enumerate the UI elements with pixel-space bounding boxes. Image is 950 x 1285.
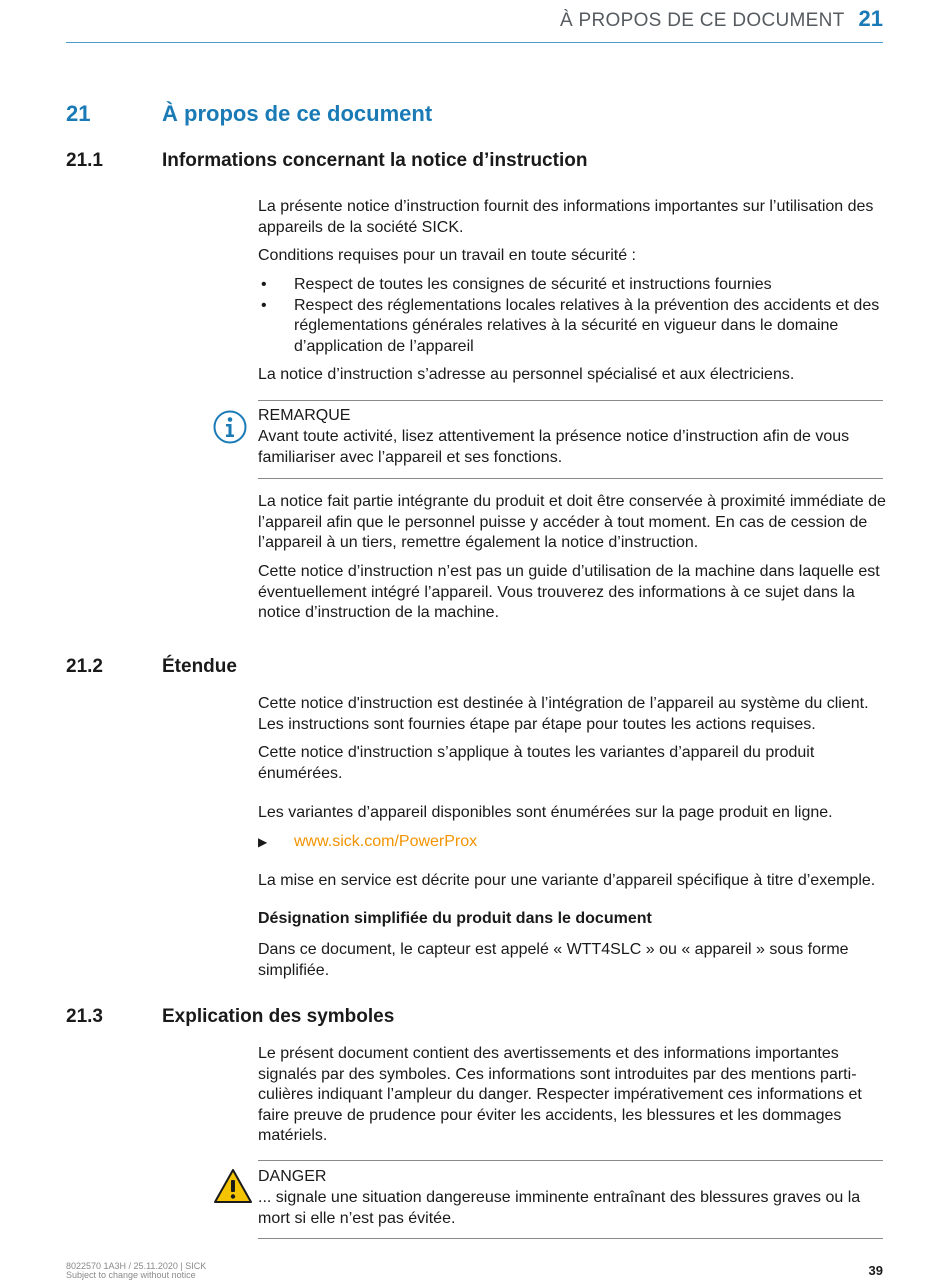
paragraph: La notice d’instruction s’adresse au personnel spécialisé et aux électriciens.	[258, 366, 795, 383]
paragraph: Cette notice d'instruction s’applique à toutes les variantes d’appareil du produit énumérées.	[258, 744, 815, 782]
danger-top-rule	[258, 1160, 883, 1161]
list-item: • Respect de toutes les consignes de sécurité et instructions fournies	[258, 275, 888, 296]
chapter-number: 21	[66, 101, 91, 126]
paragraph: Conditions requises pour un travail en toute sécurité :	[258, 247, 636, 264]
section-number-21-1: 21.1	[66, 150, 103, 171]
paragraph: La présente notice d’instruction fournit des informations importantes sur l’utilisation des appareils de la société SICK.	[258, 198, 874, 236]
paragraph: Cette notice d'instruction est destinée à l’intégration de l’appareil au système du client. Les instructions sont fournies étape par étape pour toutes les actions requises.	[258, 695, 869, 733]
list-item: • Respect des réglementations locales relatives à la prévention des accidents et des réglementations générales relatives à la sécurité en vigueur dans le domaine d’application de l’appareil	[258, 296, 888, 358]
running-header-title: À PROPOS DE CE DOCUMENT	[559, 10, 845, 31]
note-top-rule	[258, 400, 883, 401]
paragraph: La mise en service est décrite pour une variante d’appareil spécifique à titre d’exemple.	[258, 872, 876, 889]
bullet-list	[258, 275, 888, 357]
note-bottom-rule	[258, 478, 883, 479]
danger-label: DANGER	[258, 1168, 327, 1185]
note-label: REMARQUE	[258, 407, 351, 424]
danger-text: ... signale une situation dangereuse imminente entraînant des blessures graves ou la mort si elle n’est pas évitée.	[258, 1189, 861, 1227]
footer-doc-ref: 8022570 1A3H / 25.11.2020 | SICK	[66, 1261, 207, 1271]
paragraph: Les variantes d’appareil disponibles sont énumérées sur la page produit en ligne.	[258, 804, 833, 821]
paragraph: Dans ce document, le capteur est appelé « WTT4SLC » ou « appareil » sous forme simplifiée.	[258, 941, 849, 979]
info-icon	[213, 410, 247, 444]
page-number: 39	[868, 1263, 883, 1278]
note-text: Avant toute activité, lisez attentivement la présence notice d’instruction afin de vous familiariser avec l’appareil et ses fonctions.	[258, 428, 850, 466]
warning-triangle-icon	[213, 1168, 253, 1204]
section-title-21-1: Informations concernant la notice d’instruction	[162, 150, 588, 171]
running-header	[560, 6, 883, 32]
header-rule	[66, 42, 883, 43]
paragraph: Le présent document contient des avertissements et des informations importantes signalés par des symboles. Ces informations sont introduites par des mentions particulières indiquant l’ampleur du danger. Respecter impérativement ces informations et faire preuve de prudence pour éviter les accidents, les blessures et les dommages matériels.	[258, 1045, 862, 1144]
subheading: Désignation simplifiée du produit dans le document	[258, 910, 652, 927]
product-page-link[interactable]: www.sick.com/PowerProx	[294, 833, 478, 850]
section-number-21-2: 21.2	[66, 656, 103, 677]
section-number-21-3: 21.3	[66, 1006, 103, 1027]
section-title-21-2: Étendue	[162, 656, 237, 677]
danger-bottom-rule	[258, 1238, 883, 1239]
paragraph: La notice fait partie intégrante du produit et doit être conservée à proximité immédiate de l’appareil afin que le personnel puisse y accéder à tout moment. En cas de cession de l’appareil à un tiers, remettre également la notice d’instruction.	[258, 493, 886, 551]
section-title-21-3: Explication des symboles	[162, 1006, 395, 1027]
arrow-right-icon: ▶	[258, 835, 268, 849]
footer-info	[66, 1262, 206, 1280]
paragraph: Cette notice d’instruction n’est pas un guide d’utilisation de la machine dans laquelle est éventuellement intégré l’appareil. Vous trouverez des informations à ce sujet dans la notice d’instruction de la machine.	[258, 563, 880, 621]
footer-notice: Subject to change without notice	[66, 1270, 196, 1280]
running-header-chapter: 21	[858, 6, 883, 31]
chapter-title: À propos de ce document	[162, 101, 433, 126]
